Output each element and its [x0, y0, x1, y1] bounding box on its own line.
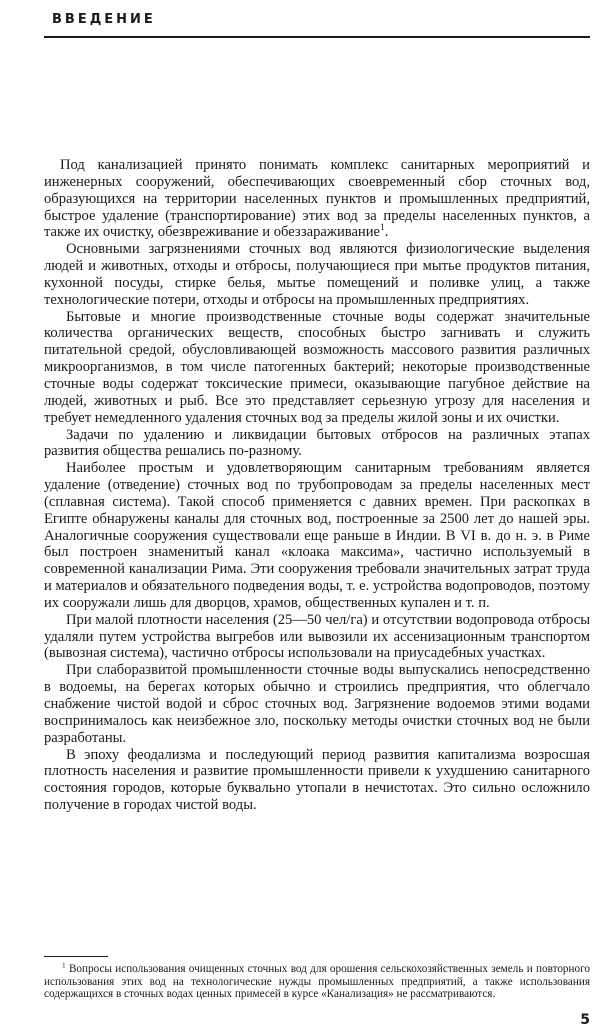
- header-rule: [44, 36, 590, 38]
- paragraph-8: В эпоху феодализма и последующий период развития капитализма возросшая плотность населения и развитие промышленности привели к ухудшению санитарного состояния городов, которые буквально утопали в нечистотах. Это сильно осложнило получение в городах чистой воды.: [44, 746, 590, 814]
- chapter-title: ВВЕДЕНИЕ: [52, 12, 156, 27]
- paragraph-2: Основными загрязнениями сточных вод являются физиологические выделения людей и животных, отходы и отбросы, получающиеся при мытье продуктов питания, кухонной посуды, стирке белья, мытье помещений и поливке улиц, а также технологические потери, отходы и отбросы на промышленных предприятиях.: [44, 241, 590, 308]
- paragraph-7: При слаборазвитой промышленности сточные воды выпускались непосредственно в водоемы, на берегах которых обычно и строились предприятия, что облегчало снабжение чистой водой и сброс сточных вод. Загрязнение водоемов этими водами воспринималось как неизбежное зло, поскольку методы очистки сточных вод не были разработаны.: [44, 662, 590, 746]
- footnote-reference: 1: [380, 223, 385, 234]
- body-text: [44, 157, 590, 814]
- footnote-rule: [44, 956, 108, 957]
- paragraph-4: Задачи по удалению и ликвидации бытовых отбросов на различных этапах развития общества решались по-разному.: [44, 426, 590, 460]
- paragraph-1-text: Под канализацией принято понимать комплекс санитарных мероприятий и инженерных сооружений, обеспечивающих своевременный сбор сточных вод, образующихся на территории населенных пунктов и промышленных предприятий, быстрое удаление (транспортирование) этих вод за пределы населенных пунктов, а также их очистку, обезвреживание и обеззараживание: [44, 157, 590, 241]
- paragraph-6: При малой плотности населения (25—50 чел/га) и отсутствии водопровода отбросы удаляли путем устройства выгребов или вывозили их ассенизационным транспортом (вывозная система), частично отбросы использовали на приусадебных участках.: [44, 611, 590, 662]
- paragraph-3: Бытовые и многие производственные сточные воды содержат значительные количества органических веществ, способных быстро загнивать и служить питательной средой, обусловливающей возможность массового развития различных микроорганизмов, в том числе патогенных бактерий; некоторые производственные сточные воды содержат токсические примеси, оказывающие пагубное действие на людей, животных и рыб. Все это представляет серьезную угрозу для населения и требует немедленного удаления сточных вод за пределы жилой зоны и их очистки.: [44, 308, 590, 426]
- paragraph-5: Наиболее простым и удовлетворяющим санитарным требованиям является удаление (отведение) сточных вод по трубопроводам за пределы населенных мест (сплавная система). Такой способ применяется с давних времен. При раскопках в Египте обнаружены каналы для сточных вод, построенные за 2500 лет до нашей эры. Аналогичные сооружения существовали еще раньше в Индии. В VI в. до н. э. в Риме был построен знаменитый канал «клоака максима», частично используемый в современной канализации Рима. Эти сооружения требовали значительных затрат труда и материалов и обязательного подведения воды, т. е. устройства водопроводов, поэтому их сооружали лишь для дворцов, храмов, общественных купален и т. п.: [44, 460, 590, 611]
- footnote-text: Вопросы использования очищенных сточных вод для орошения сельскохозяйственных земель и повторного использования этих вод на технологические нужды промышленных предприятий, а также использования содержащихся в сточных водах ценных примесей в курсе «Канализация» не рассматриваются.: [44, 963, 591, 1001]
- footnote: [44, 963, 590, 1001]
- paragraph-1: Под канализацией принято понимать комплекс санитарных мероприятий и инженерных сооружений, обеспечивающих своевременный сбор сточных вод, образующихся на территории населенных пунктов и промышленных предприятий, быстрое удаление (транспортирование) этих вод за пределы населенных пунктов, а также их очистку, обезвреживание и обеззараживание$^1$.: [44, 157, 590, 241]
- page-number: 5: [580, 1012, 590, 1028]
- footnote-marker: 1: [62, 961, 66, 970]
